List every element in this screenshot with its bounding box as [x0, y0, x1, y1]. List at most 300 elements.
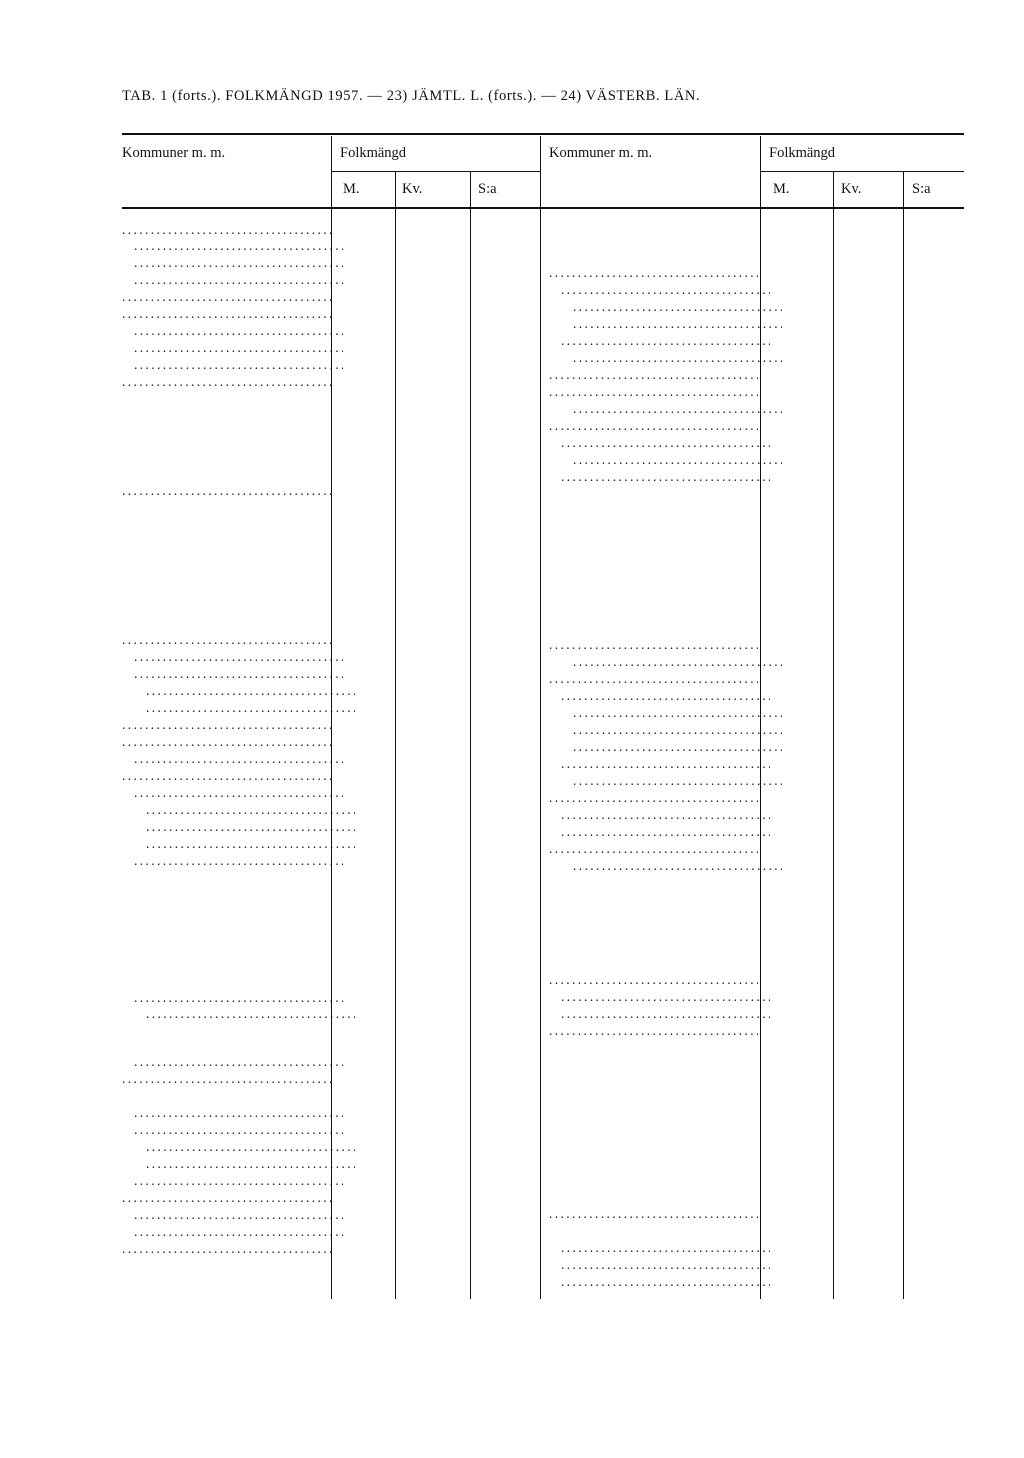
header-folkmangd-left: Folkmängd	[340, 145, 407, 161]
cell-kv	[400, 483, 466, 499]
cell-m	[763, 671, 829, 687]
divider-left-m	[395, 172, 396, 1299]
cell-kv	[836, 858, 899, 874]
row-label	[549, 790, 758, 806]
cell-m	[335, 289, 395, 305]
row-label	[122, 1139, 355, 1155]
cell-m	[763, 1240, 829, 1256]
cell-kv	[836, 562, 899, 578]
leader-dots	[573, 350, 782, 365]
row-label	[549, 824, 770, 840]
cell-m	[763, 972, 829, 988]
row-label	[122, 289, 331, 305]
row-label	[549, 1115, 758, 1131]
row-label	[549, 722, 782, 738]
cell-m	[335, 514, 395, 530]
cell-kv	[836, 932, 899, 948]
cell-sa	[474, 1105, 536, 1121]
cell-sa	[474, 289, 536, 305]
cell-m	[763, 722, 829, 738]
cell-kv	[836, 1206, 899, 1222]
cell-m	[335, 1173, 395, 1189]
row-label	[122, 483, 331, 499]
row-label	[549, 1240, 770, 1256]
row-label	[549, 807, 770, 823]
cell-sa	[474, 1020, 536, 1036]
cell-sa	[906, 1257, 964, 1273]
cell-sa	[906, 1047, 964, 1063]
row-label	[549, 1257, 770, 1273]
cell-sa	[906, 587, 964, 603]
row-label	[549, 282, 770, 298]
leader-dots	[561, 435, 770, 450]
cell-sa	[474, 602, 536, 618]
cell-kv	[836, 722, 899, 738]
cell-kv	[400, 1156, 466, 1172]
cell-m	[335, 272, 395, 288]
row-label	[549, 1023, 758, 1039]
cell-sa	[906, 948, 964, 964]
row-label	[549, 688, 770, 704]
row-label	[549, 1141, 758, 1157]
cell-kv	[400, 1020, 466, 1036]
row-label	[122, 1054, 343, 1070]
leader-dots	[573, 722, 782, 737]
row-label	[549, 384, 758, 400]
cell-sa	[906, 1141, 964, 1157]
leader-dots	[573, 316, 782, 331]
cell-m	[763, 499, 829, 515]
cell-sa	[906, 637, 964, 653]
row-label	[122, 1020, 331, 1036]
cell-sa	[474, 340, 536, 356]
cell-sa	[906, 316, 964, 332]
cell-kv	[836, 1023, 899, 1039]
header-kv-left: Kv.	[402, 181, 423, 197]
leader-dots	[122, 632, 331, 647]
row-label	[549, 989, 770, 1005]
cell-m	[763, 1047, 829, 1063]
divider-left-kv	[470, 172, 471, 1299]
row-label	[549, 671, 758, 687]
leader-dots	[122, 1190, 331, 1205]
cell-kv	[836, 1098, 899, 1114]
cell-kv	[400, 568, 466, 584]
cell-kv	[836, 401, 899, 417]
row-label	[122, 1071, 331, 1087]
cell-m	[335, 734, 395, 750]
cell-kv	[400, 323, 466, 339]
leader-dots	[146, 836, 355, 851]
row-label	[122, 785, 343, 801]
cell-sa	[474, 1037, 536, 1053]
leader-dots	[146, 802, 355, 817]
cell-kv	[836, 265, 899, 281]
header-sub-rule-left	[331, 171, 540, 172]
cell-m	[763, 604, 829, 620]
cell-kv	[836, 435, 899, 451]
cell-sa	[906, 1274, 964, 1290]
cell-sa	[474, 768, 536, 784]
row-label	[549, 1206, 758, 1222]
leader-dots	[573, 299, 782, 314]
leader-dots	[122, 483, 331, 498]
row-label	[549, 604, 758, 620]
row-label	[122, 1088, 331, 1104]
leader-dots	[573, 401, 782, 416]
cell-kv	[836, 587, 899, 603]
cell-kv	[836, 367, 899, 383]
cell-sa	[906, 807, 964, 823]
row-label	[122, 666, 343, 682]
leader-dots	[549, 1206, 758, 1221]
cell-kv	[400, 514, 466, 530]
cell-sa	[906, 1064, 964, 1080]
cell-m	[763, 1115, 829, 1131]
cell-sa	[906, 824, 964, 840]
leader-dots	[134, 1122, 343, 1137]
row-label	[549, 1223, 758, 1239]
cell-sa	[474, 357, 536, 373]
cell-kv	[400, 1105, 466, 1121]
cell-m	[335, 255, 395, 271]
cell-m	[763, 1023, 829, 1039]
row-label	[549, 858, 782, 874]
cell-sa	[474, 238, 536, 254]
leader-dots	[549, 265, 758, 280]
cell-m	[763, 265, 829, 281]
cell-m	[335, 306, 395, 322]
cell-kv	[400, 460, 466, 476]
cell-kv	[400, 272, 466, 288]
cell-sa	[474, 1088, 536, 1104]
cell-sa	[906, 350, 964, 366]
cell-kv	[836, 418, 899, 434]
cell-m	[335, 1054, 395, 1070]
cell-m	[335, 568, 395, 584]
cell-m	[763, 1064, 829, 1080]
cell-m	[335, 948, 395, 964]
cell-sa	[474, 1241, 536, 1257]
cell-kv	[836, 350, 899, 366]
cell-m	[335, 1122, 395, 1138]
row-label	[549, 242, 758, 258]
cell-kv	[836, 705, 899, 721]
cell-m	[763, 790, 829, 806]
cell-kv	[400, 357, 466, 373]
leader-dots	[146, 1139, 355, 1154]
cell-m	[335, 819, 395, 835]
cell-sa	[906, 469, 964, 485]
leader-dots	[146, 1006, 355, 1021]
cell-sa	[906, 226, 964, 242]
cell-sa	[906, 499, 964, 515]
cell-kv	[836, 671, 899, 687]
leader-dots	[549, 637, 758, 652]
row-label	[122, 357, 343, 373]
cell-m	[763, 1223, 829, 1239]
leader-dots	[134, 357, 343, 372]
cell-kv	[400, 238, 466, 254]
cell-m	[763, 989, 829, 1005]
cell-sa	[906, 367, 964, 383]
cell-kv	[836, 790, 899, 806]
cell-m	[763, 637, 829, 653]
cell-m	[763, 773, 829, 789]
leader-dots	[573, 705, 782, 720]
cell-sa	[474, 323, 536, 339]
row-label	[122, 683, 355, 699]
cell-sa	[474, 568, 536, 584]
cell-m	[335, 1156, 395, 1172]
row-label	[549, 367, 758, 383]
row-label	[549, 401, 782, 417]
cell-kv	[400, 340, 466, 356]
header-sub-rule-right	[760, 171, 964, 172]
leader-dots	[549, 671, 758, 686]
cell-m	[763, 384, 829, 400]
cell-kv	[836, 1274, 899, 1290]
cell-kv	[400, 222, 466, 238]
cell-sa	[474, 632, 536, 648]
cell-kv	[400, 425, 466, 441]
cell-sa	[906, 562, 964, 578]
cell-kv	[836, 824, 899, 840]
cell-sa	[906, 790, 964, 806]
row-label	[122, 768, 331, 784]
row-label	[122, 1156, 355, 1172]
row-label	[549, 886, 758, 902]
cell-m	[335, 1105, 395, 1121]
leader-dots	[561, 1257, 770, 1272]
leader-dots	[549, 790, 758, 805]
cell-sa	[906, 756, 964, 772]
leader-dots	[146, 700, 355, 715]
cell-kv	[836, 1257, 899, 1273]
leader-dots	[146, 819, 355, 834]
cell-sa	[474, 1276, 536, 1292]
cell-kv	[400, 602, 466, 618]
cell-sa	[474, 255, 536, 271]
cell-m	[763, 452, 829, 468]
leader-dots	[134, 340, 343, 355]
row-label	[549, 435, 770, 451]
row-label	[122, 222, 331, 238]
row-label	[549, 587, 758, 603]
row-label	[122, 1122, 343, 1138]
row-label	[549, 350, 782, 366]
row-label	[122, 819, 355, 835]
leader-dots	[573, 773, 782, 788]
header-kommuner-right: Kommuner m. m.	[549, 145, 653, 161]
leader-dots	[122, 717, 331, 732]
row-label	[122, 460, 331, 476]
leader-dots	[134, 853, 343, 868]
cell-sa	[474, 514, 536, 530]
cell-kv	[836, 242, 899, 258]
cell-m	[335, 1207, 395, 1223]
cell-m	[335, 717, 395, 733]
cell-sa	[906, 858, 964, 874]
cell-kv	[836, 544, 899, 560]
row-label	[122, 882, 331, 898]
cell-sa	[474, 853, 536, 869]
row-label	[122, 568, 331, 584]
row-label	[549, 932, 758, 948]
cell-m	[335, 1139, 395, 1155]
leader-dots	[561, 1240, 770, 1255]
cell-sa	[474, 425, 536, 441]
cell-m	[335, 683, 395, 699]
cell-m	[335, 802, 395, 818]
cell-sa	[474, 222, 536, 238]
row-label	[122, 751, 343, 767]
cell-kv	[400, 802, 466, 818]
cell-kv	[836, 1064, 899, 1080]
leader-dots	[561, 469, 770, 484]
cell-m	[763, 1158, 829, 1174]
header-kommuner-left: Kommuner m. m.	[122, 145, 226, 161]
cell-sa	[906, 841, 964, 857]
cell-kv	[836, 316, 899, 332]
cell-sa	[906, 1006, 964, 1022]
leader-dots	[561, 333, 770, 348]
leader-dots	[549, 367, 758, 382]
row-label	[549, 841, 758, 857]
row-label	[549, 1098, 758, 1114]
cell-sa	[474, 717, 536, 733]
cell-kv	[400, 1241, 466, 1257]
cell-sa	[906, 739, 964, 755]
row-label	[549, 333, 770, 349]
cell-m	[763, 226, 829, 242]
cell-kv	[400, 1190, 466, 1206]
row-label	[549, 654, 782, 670]
cell-sa	[474, 1207, 536, 1223]
cell-sa	[474, 785, 536, 801]
cell-kv	[400, 1224, 466, 1240]
cell-sa	[906, 932, 964, 948]
row-label	[122, 990, 343, 1006]
row-label	[122, 948, 331, 964]
row-label	[122, 323, 343, 339]
cell-m	[335, 483, 395, 499]
row-label	[549, 562, 758, 578]
header-kv-right: Kv.	[841, 181, 862, 197]
cell-m	[335, 408, 395, 424]
row-label	[549, 499, 758, 515]
row-label	[549, 316, 782, 332]
cell-sa	[474, 932, 536, 948]
cell-m	[335, 1241, 395, 1257]
leader-dots	[549, 1023, 758, 1038]
cell-m	[763, 654, 829, 670]
cell-m	[335, 238, 395, 254]
cell-kv	[836, 333, 899, 349]
leader-dots	[122, 222, 331, 237]
cell-sa	[474, 1156, 536, 1172]
cell-m	[763, 367, 829, 383]
cell-sa	[474, 971, 536, 987]
row-label	[122, 255, 343, 271]
row-label	[122, 1190, 331, 1206]
row-label	[549, 1006, 770, 1022]
row-label	[549, 226, 758, 242]
leader-dots	[561, 824, 770, 839]
row-label	[122, 306, 331, 322]
cell-sa	[906, 1115, 964, 1131]
cell-m	[763, 841, 829, 857]
row-label	[122, 514, 331, 530]
cell-kv	[400, 948, 466, 964]
cell-kv	[400, 1054, 466, 1070]
cell-sa	[906, 1023, 964, 1039]
leader-dots	[134, 272, 343, 287]
cell-kv	[836, 384, 899, 400]
row-label	[122, 238, 343, 254]
cell-m	[763, 435, 829, 451]
leader-dots	[549, 384, 758, 399]
row-label	[549, 948, 758, 964]
row-label	[122, 853, 343, 869]
cell-sa	[474, 666, 536, 682]
leader-dots	[573, 654, 782, 669]
leader-dots	[561, 1006, 770, 1021]
row-label	[549, 1274, 770, 1290]
cell-m	[335, 990, 395, 1006]
cell-sa	[474, 751, 536, 767]
cell-kv	[836, 499, 899, 515]
leader-dots	[134, 323, 343, 338]
cell-kv	[836, 1047, 899, 1063]
leader-dots	[122, 734, 331, 749]
leader-dots	[146, 683, 355, 698]
leader-dots	[561, 688, 770, 703]
cell-kv	[836, 469, 899, 485]
cell-sa	[474, 483, 536, 499]
cell-m	[763, 242, 829, 258]
cell-sa	[474, 1224, 536, 1240]
cell-m	[763, 824, 829, 840]
cell-sa	[474, 460, 536, 476]
cell-m	[763, 1206, 829, 1222]
cell-m	[763, 350, 829, 366]
leader-dots	[134, 649, 343, 664]
cell-sa	[474, 374, 536, 390]
cell-sa	[474, 1139, 536, 1155]
row-label	[122, 1241, 331, 1257]
cell-kv	[836, 688, 899, 704]
cell-kv	[400, 932, 466, 948]
cell-m	[335, 340, 395, 356]
leader-dots	[573, 452, 782, 467]
cell-sa	[906, 401, 964, 417]
leader-dots	[561, 282, 770, 297]
leader-dots	[561, 807, 770, 822]
row-label	[122, 802, 355, 818]
cell-kv	[836, 1158, 899, 1174]
cell-m	[335, 602, 395, 618]
cell-m	[335, 768, 395, 784]
cell-m	[335, 882, 395, 898]
cell-kv	[400, 289, 466, 305]
cell-kv	[836, 989, 899, 1005]
row-label	[122, 632, 331, 648]
leader-dots	[134, 1207, 343, 1222]
leader-dots	[146, 1156, 355, 1171]
cell-m	[763, 705, 829, 721]
cell-kv	[400, 255, 466, 271]
